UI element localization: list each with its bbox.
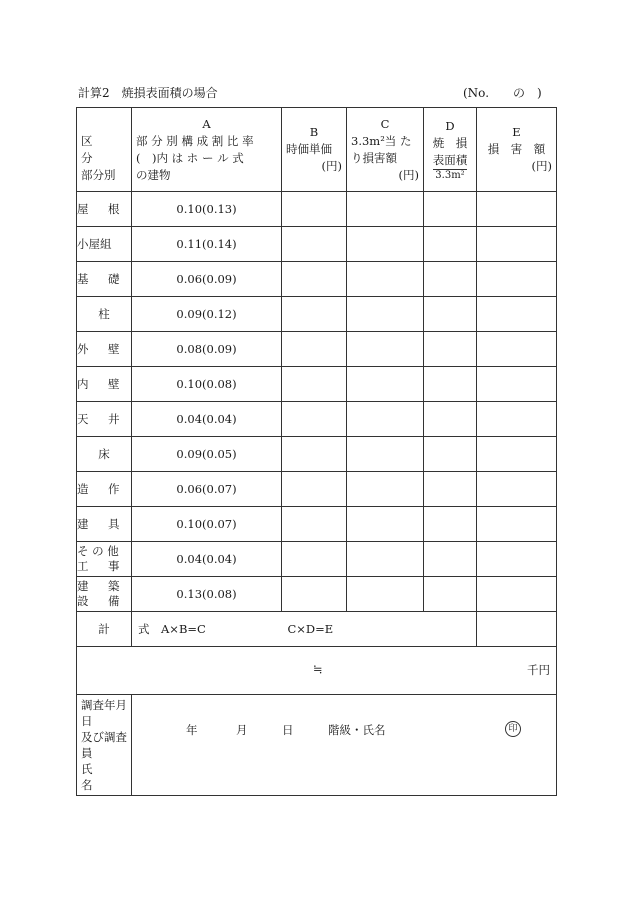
- row-label: 屋 根: [77, 192, 132, 227]
- cell-e[interactable]: [477, 297, 557, 332]
- approx-symbol: ≒: [313, 662, 323, 676]
- cell-b[interactable]: [282, 507, 347, 542]
- row-label-line1: そ の 他: [77, 544, 119, 558]
- table-row: [77, 507, 557, 542]
- investigator-label-line2: 及び調査員: [81, 730, 127, 760]
- cell-e[interactable]: [477, 472, 557, 507]
- header-a-letter: A: [202, 116, 211, 131]
- cell-d[interactable]: [424, 437, 477, 472]
- header-e-letter: E: [512, 125, 521, 139]
- row-ratio: 0.06(0.09): [132, 262, 282, 297]
- cell-e[interactable]: [477, 542, 557, 577]
- formula-cde: C×D=E: [287, 622, 334, 636]
- table-row: [77, 472, 557, 507]
- investigator-row: [77, 695, 557, 796]
- header-e-unit: (円): [531, 159, 552, 173]
- row-ratio: 0.09(0.12): [132, 297, 282, 332]
- row-ratio: 0.10(0.08): [132, 367, 282, 402]
- approx-cell: [77, 647, 557, 695]
- cell-b[interactable]: [282, 297, 347, 332]
- row-ratio: 0.04(0.04): [132, 542, 282, 577]
- header-b-unit: (円): [321, 159, 342, 173]
- rank-name-label: 階級・氏名: [328, 723, 386, 737]
- table-row: [77, 332, 557, 367]
- header-a-line3: の建物: [136, 167, 171, 182]
- cell-c[interactable]: [347, 577, 424, 612]
- investigator-label-line1: 調査年月日: [81, 698, 127, 728]
- cell-e[interactable]: [477, 367, 557, 402]
- total-value-cell[interactable]: [477, 612, 557, 647]
- row-label-line1: 建 築: [77, 579, 124, 593]
- investigator-label: [77, 695, 132, 796]
- header-c-letter: C: [380, 116, 390, 131]
- cell-b[interactable]: [282, 192, 347, 227]
- cell-c[interactable]: [347, 297, 424, 332]
- cell-b[interactable]: [282, 542, 347, 577]
- seal-icon: 印: [505, 721, 521, 737]
- header-category-top: 区 分: [81, 133, 120, 165]
- table-row: [77, 227, 557, 262]
- approx-row: [77, 647, 557, 695]
- row-label: 天 井: [77, 402, 132, 437]
- header-a-line1: 部 分 別 構 成 割 比 率: [136, 133, 254, 148]
- header-c: [347, 108, 424, 192]
- header-b: [282, 108, 347, 192]
- cell-d[interactable]: [424, 367, 477, 402]
- cell-d[interactable]: [424, 297, 477, 332]
- header-a-line2: ( )内 は ホ ー ル 式: [136, 150, 244, 165]
- table-row: [77, 297, 557, 332]
- cell-e[interactable]: [477, 577, 557, 612]
- cell-e[interactable]: [477, 227, 557, 262]
- header-c-unit: (円): [398, 167, 419, 182]
- row-ratio: 0.11(0.14): [132, 227, 282, 262]
- header-e: [477, 108, 557, 192]
- row-label: 内 壁: [77, 367, 132, 402]
- total-label: 計: [77, 612, 132, 647]
- row-label: 外 壁: [77, 332, 132, 367]
- row-label: 柱: [77, 297, 132, 332]
- header-e-line1: 損 害 額: [487, 142, 546, 156]
- header-d-line3: 3.3m²: [435, 169, 465, 181]
- form-number: (No. の ): [463, 86, 542, 100]
- form-title: 計算2 焼損表面積の場合: [78, 86, 218, 100]
- damage-calculation-table: [76, 107, 557, 796]
- row-ratio: 0.06(0.07): [132, 472, 282, 507]
- header-d-letter: D: [445, 118, 455, 133]
- formula-abc: 式 A×B=C: [138, 622, 206, 636]
- row-label-line2: 工 事: [77, 559, 124, 573]
- cell-b[interactable]: [282, 402, 347, 437]
- cell-b[interactable]: [282, 262, 347, 297]
- row-label: 造 作: [77, 472, 132, 507]
- year-label: 年: [186, 723, 198, 737]
- cell-e[interactable]: [477, 262, 557, 297]
- cell-d[interactable]: [424, 227, 477, 262]
- cell-b[interactable]: [282, 437, 347, 472]
- cell-e[interactable]: [477, 507, 557, 542]
- cell-c[interactable]: [347, 332, 424, 367]
- header-c-line2: り損害額: [351, 150, 397, 165]
- approx-unit: 千円: [527, 663, 550, 677]
- cell-c[interactable]: [347, 402, 424, 437]
- cell-b[interactable]: [282, 577, 347, 612]
- table-row: [77, 402, 557, 437]
- investigator-details[interactable]: [132, 695, 557, 796]
- row-label: 基 礎: [77, 262, 132, 297]
- row-label: [77, 542, 132, 577]
- cell-d[interactable]: [424, 472, 477, 507]
- investigator-label-line3: 氏 名: [81, 762, 127, 792]
- header-c-line1: 3.3m²当 た: [351, 133, 412, 148]
- cell-c[interactable]: [347, 472, 424, 507]
- header-d: [424, 108, 477, 192]
- row-ratio: 0.04(0.04): [132, 402, 282, 437]
- table-row: [77, 577, 557, 612]
- cell-d[interactable]: [424, 332, 477, 367]
- header-category-bottom: 部分別: [81, 167, 116, 182]
- header-b-line1: 時価単価: [286, 142, 332, 156]
- header-a: [132, 108, 282, 192]
- cell-e[interactable]: [477, 332, 557, 367]
- table-row: [77, 262, 557, 297]
- cell-b[interactable]: [282, 227, 347, 262]
- cell-c[interactable]: [347, 542, 424, 577]
- cell-d[interactable]: [424, 507, 477, 542]
- header-b-letter: B: [309, 125, 319, 139]
- cell-c[interactable]: [347, 507, 424, 542]
- row-ratio: 0.13(0.08): [132, 577, 282, 612]
- row-ratio: 0.10(0.13): [132, 192, 282, 227]
- cell-b[interactable]: [282, 367, 347, 402]
- day-label: 日: [282, 723, 294, 737]
- total-row: [77, 612, 557, 647]
- cell-d[interactable]: [424, 192, 477, 227]
- row-label: 床: [77, 437, 132, 472]
- row-ratio: 0.10(0.07): [132, 507, 282, 542]
- cell-d[interactable]: [424, 577, 477, 612]
- row-label: [77, 577, 132, 612]
- header-row: [77, 108, 557, 192]
- row-ratio: 0.09(0.05): [132, 437, 282, 472]
- table-row: [77, 192, 557, 227]
- cell-d[interactable]: [424, 402, 477, 437]
- cell-e[interactable]: [477, 192, 557, 227]
- cell-b[interactable]: [282, 472, 347, 507]
- cell-c[interactable]: [347, 262, 424, 297]
- row-label-line2: 設 備: [77, 594, 124, 608]
- table-row: [77, 542, 557, 577]
- cell-e[interactable]: [477, 437, 557, 472]
- cell-c[interactable]: [347, 367, 424, 402]
- cell-d[interactable]: [424, 542, 477, 577]
- header-d-line2: 表面積: [433, 152, 468, 170]
- table-row: [77, 437, 557, 472]
- cell-d[interactable]: [424, 262, 477, 297]
- total-formula: [132, 612, 477, 647]
- cell-c[interactable]: [347, 437, 424, 472]
- header-category: [77, 108, 132, 192]
- cell-b[interactable]: [282, 332, 347, 367]
- cell-c[interactable]: [347, 192, 424, 227]
- row-label: 建 具: [77, 507, 132, 542]
- cell-c[interactable]: [347, 227, 424, 262]
- row-ratio: 0.08(0.09): [132, 332, 282, 367]
- month-label: 月: [236, 723, 248, 737]
- row-label: 小屋組: [77, 227, 132, 262]
- table-row: [77, 367, 557, 402]
- header-d-line1: 焼 損: [432, 135, 468, 150]
- cell-e[interactable]: [477, 402, 557, 437]
